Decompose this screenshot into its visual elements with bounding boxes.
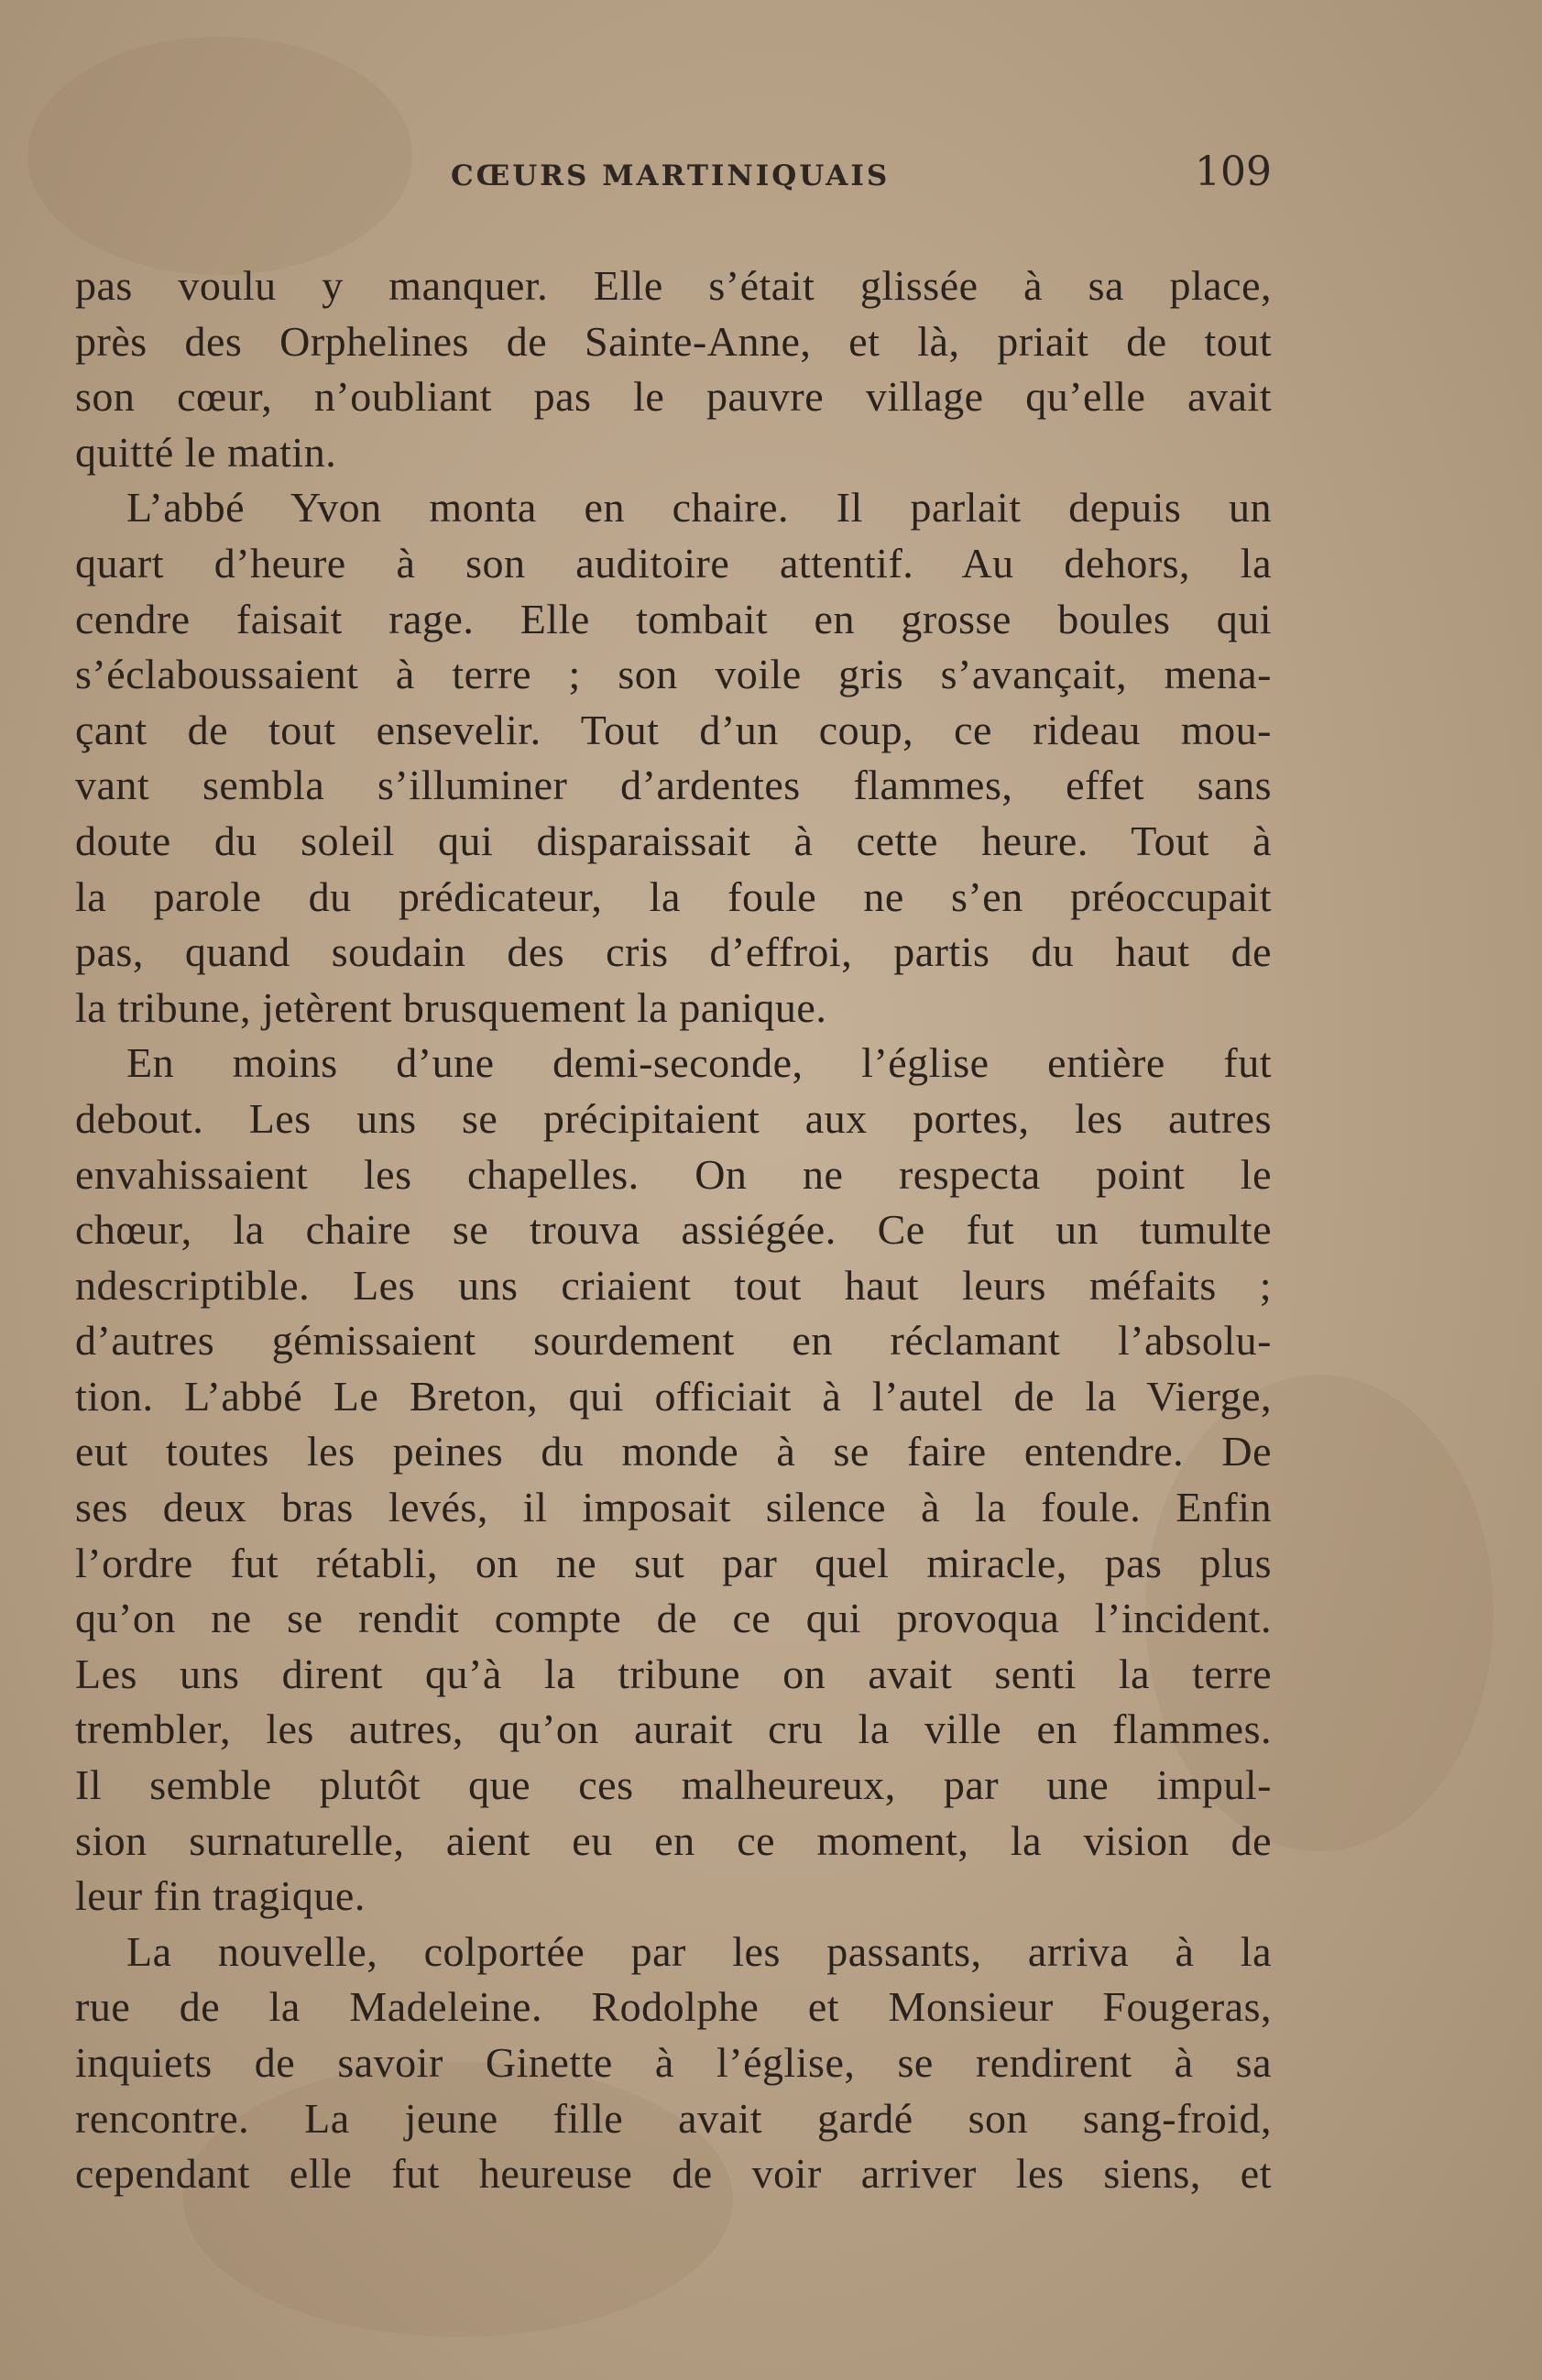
text-line: trembler, les autres, qu’on aurait cru la ville en flammes. — [75, 1705, 1272, 1753]
text-line: envahissaient les chapelles. On ne respecta point le — [75, 1150, 1272, 1198]
text-line: la tribune, jetèrent brusquement la panique. — [75, 983, 827, 1031]
text-line: ses deux bras levés, il imposait silence à la foule. Enfin — [75, 1484, 1272, 1531]
text-line: Les uns dirent qu’à la tribune on avait senti la terre — [75, 1650, 1272, 1697]
text-line: l’ordre fut rétabli, on ne sut par quel miracle, pas plus — [75, 1539, 1272, 1586]
running-title: CŒURS MARTINIQUAIS — [451, 159, 891, 192]
text-line: tion. L’abbé Le Breton, qui officiait à l’autel de la Vierge, — [75, 1372, 1272, 1420]
text-line: son cœur, n’oubliant pas le pauvre village qu’elle avait — [75, 373, 1272, 421]
text-line: pas voulu y manquer. Elle s’était glissée à sa place, — [75, 262, 1272, 309]
text-line: rencontre. La jeune fille avait gardé son sang-froid, — [75, 2094, 1272, 2142]
text-lines — [75, 258, 1272, 2202]
text-line: qu’on ne se rendit compte de ce qui provoqua l’incident. — [75, 1595, 1272, 1642]
text-line: pas, quand soudain des cris d’effroi, partis du haut de — [75, 928, 1272, 976]
text-line: vant sembla s’illuminer d’ardentes flammes, effet sans — [75, 762, 1272, 809]
text-line: cendre faisait rage. Elle tombait en grosse boules qui — [75, 595, 1272, 642]
text-line: En moins d’une demi-seconde, l’église entière fut — [126, 1039, 1272, 1087]
page-number: 109 — [1195, 148, 1272, 195]
text-line: doute du soleil qui disparaissait à cette heure. Tout à — [75, 817, 1272, 864]
text-line: la parole du prédicateur, la foule ne s’en préoccupait — [75, 872, 1272, 920]
text-line: sion surnaturelle, aient eu en ce moment, la vision de — [75, 1816, 1272, 1864]
body-text — [75, 258, 1272, 2202]
text-line: rue de la Madeleine. Rodolphe et Monsieur Fougeras, — [75, 1983, 1272, 2031]
text-line: çant de tout ensevelir. Tout d’un coup, ce rideau mou- — [75, 706, 1272, 753]
text-line: La nouvelle, colportée par les passants, arriva à la — [126, 1927, 1272, 1975]
text-line: près des Orphelines de Sainte-Anne, et là, priait de tout — [75, 317, 1272, 365]
text-line: Il semble plutôt que ces malheureux, par une impul- — [75, 1761, 1272, 1809]
text-line: eut toutes les peines du monde à se faire entendre. De — [75, 1428, 1272, 1475]
text-line: inquiets de savoir Ginette à l’église, se rendirent à sa — [75, 2039, 1272, 2086]
text-line: quitté le matin. — [75, 428, 337, 476]
text-line: quart d’heure à son auditoire attentif. Au dehors, la — [75, 539, 1272, 587]
text-line: chœur, la chaire se trouva assiégée. Ce fut un tumulte — [75, 1206, 1272, 1254]
text-line: L’abbé Yvon monta en chaire. Il parlait depuis un — [126, 484, 1272, 532]
text-line: s’éclaboussaient à terre ; son voile gris s’avançait, mena- — [75, 651, 1272, 698]
text-line: ndescriptible. Les uns criaient tout haut leurs méfaits ; — [75, 1261, 1272, 1309]
text-line: d’autres gémissaient sourdement en réclamant l’absolu- — [75, 1317, 1272, 1365]
text-line: leur fin tragique. — [75, 1872, 366, 1920]
text-line: cependant elle fut heureuse de voir arriver les siens, et — [75, 2150, 1272, 2198]
text-line: debout. Les uns se précipitaient aux portes, les autres — [75, 1094, 1272, 1142]
page-header — [75, 147, 1272, 202]
